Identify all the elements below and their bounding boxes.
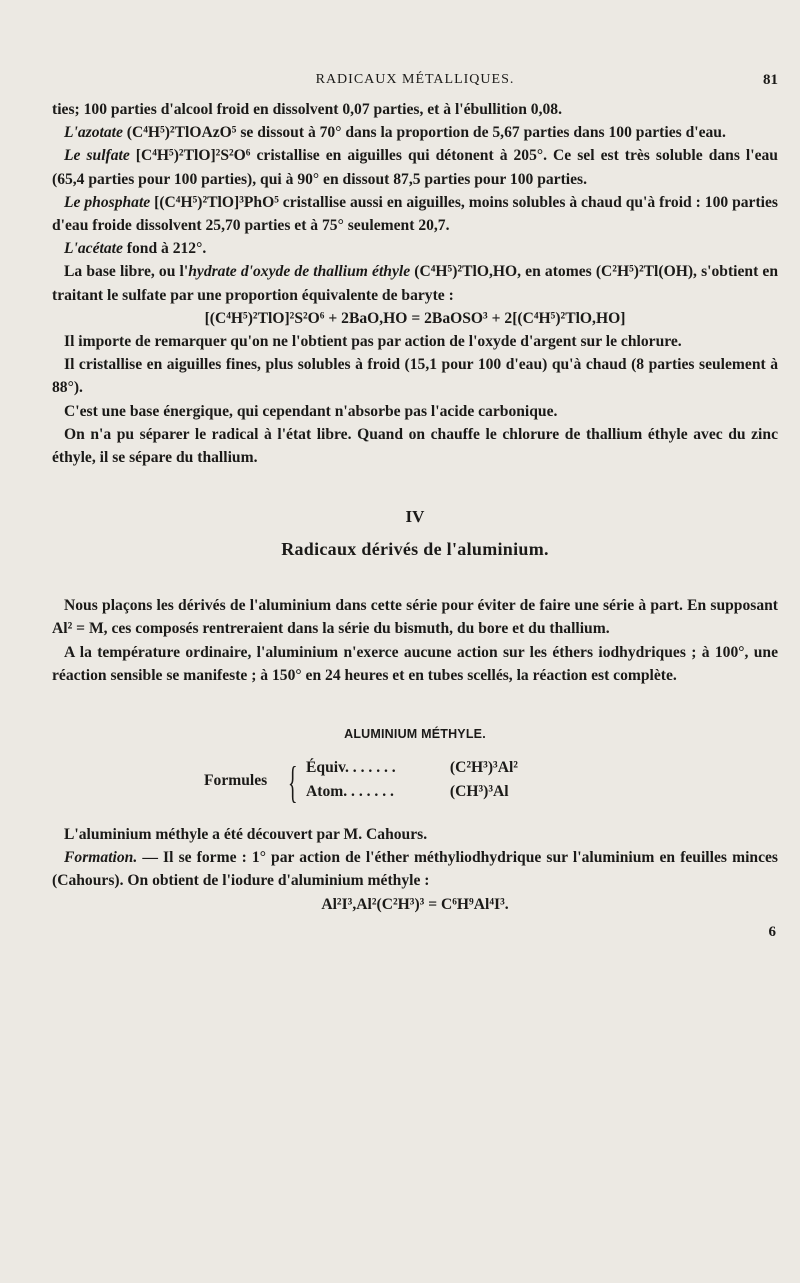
paragraph-acetate bbox=[52, 237, 778, 260]
formula-row-equiv bbox=[306, 759, 518, 777]
paragraph-base-energique: C'est une base énergique, qui cependant n'absorbe pas l'acide carbonique. bbox=[64, 402, 558, 420]
text-acetate: fond à 212°. bbox=[122, 240, 207, 258]
formula-key: Atom. . . . . . . bbox=[306, 783, 394, 801]
paragraph-phosphate bbox=[52, 191, 778, 237]
text-azotate: (C⁴H⁵)²TlOAzO⁵ se dissout à 70° dans la proportion de 5,67 parties dans 100 parties d'eau. bbox=[122, 124, 726, 142]
section-title: Radicaux dérivés de l'aluminium. bbox=[281, 539, 549, 560]
signature-mark: 6 bbox=[768, 923, 776, 940]
paragraph-sulfate bbox=[52, 144, 778, 190]
formula-key: Équiv. . . . . . . bbox=[306, 759, 396, 777]
formula-row-atom bbox=[306, 783, 509, 801]
term-phosphate: Le phosphate bbox=[64, 193, 151, 211]
text-base-a: La base libre, ou l' bbox=[64, 263, 189, 281]
paragraph-decouverte: L'aluminium méthyle a été découvert par M. Cahours. bbox=[64, 826, 428, 844]
term-formation: Formation. bbox=[64, 849, 138, 867]
paragraph-azotate bbox=[52, 121, 778, 144]
paragraph-cristallise: Il cristallise en aiguilles fines, plus solubles à froid (15,1 pour 100 d'eau) qu'à chaud (8 parties seulement à 88°). bbox=[52, 356, 778, 397]
term-hydrate: hydrate d'oxyde de thallium éthyle bbox=[188, 263, 411, 281]
equation-iodure: Al²I³,Al²(C²H³)³ = C⁶H⁹Al⁴I³. bbox=[321, 895, 509, 913]
paragraph-oxyde-argent: Il importe de remarquer qu'on ne l'obtient pas par action de l'oxyde d'argent sur le chlorure. bbox=[64, 333, 682, 351]
equation-baryte: [(C⁴H⁵)²TlO]²S²O⁶ + 2BaO,HO = 2BaOSO³ + 2[(C⁴H⁵)²TlO,HO] bbox=[204, 309, 626, 327]
text-phosphate: [(C⁴H⁵)²TlO]³PhO⁵ cristallise aussi en aiguilles, moins solubles à chaud qu'à froid : 100 parties d'eau froide dissolvent 25,70 parties et à 75° seulement 20,7. bbox=[52, 193, 778, 235]
paragraph-continuation: ties; 100 parties d'alcool froid en dissolvent 0,07 parties, et à l'ébullition 0,08. bbox=[52, 101, 562, 118]
text-sulfate: [C⁴H⁵)²TlO]²S²O⁶ cristallise en aiguilles qui détonent à 205°. Ce sel est très soluble dans l'eau (65,4 parties pour 100 parties), qui à 90° en dissout 87,5 parties pour 100 parties. bbox=[52, 147, 778, 188]
page-number: 81 bbox=[763, 72, 778, 88]
term-sulfate: Le sulfate bbox=[64, 147, 130, 165]
paragraph-temperature: A la température ordinaire, l'aluminium n'exerce aucune action sur les éthers iodhydriques ; à 100°, une réaction sensible se manifeste ; à 150° en 24 heures et en tubes scellés, la réaction est complète. bbox=[52, 643, 778, 684]
running-title: RADICAUX MÉTALLIQUES. bbox=[315, 72, 515, 87]
formula-value: (C²H³)³Al² bbox=[449, 759, 518, 777]
section-number: IV bbox=[405, 507, 425, 527]
paragraph-derives: Nous plaçons les dérivés de l'aluminium dans cette série pour éviter de faire une série à part. En supposant Al² = M, ces composés rentreraient dans la série du bismuth, du bore et du thallium. bbox=[52, 597, 778, 638]
formulas-label: Formules bbox=[204, 772, 268, 790]
term-azotate: L'azotate bbox=[64, 124, 123, 142]
formulas-block bbox=[52, 759, 778, 811]
paragraph-formation bbox=[52, 846, 778, 892]
running-header bbox=[52, 68, 778, 92]
paragraph-radical: On n'a pu séparer le radical à l'état libre. Quand on chauffe le chlorure de thallium éthyle avec du zinc éthyle, il se sépare du thallium. bbox=[52, 425, 778, 467]
compound-heading: ALUMINIUM MÉTHYLE. bbox=[344, 727, 486, 742]
brace-glyph: { bbox=[288, 758, 298, 808]
book-page bbox=[52, 68, 778, 941]
paragraph-base-libre bbox=[52, 260, 778, 306]
term-acetate: L'acétate bbox=[64, 240, 123, 258]
formula-value: (CH³)³Al bbox=[449, 783, 509, 801]
text-formation: — Il se forme : 1° par action de l'éther méthyliodhydrique sur l'aluminium en feuilles minces (Cahours). On obtient de l'iodure d'aluminium méthyle : bbox=[52, 849, 778, 890]
text-base-b: (C⁴H⁵)²TlO,HO, en atomes (C²H⁵)²Tl(OH), s'obtient en traitant le sulfate par une proportion équivalente de baryte : bbox=[52, 263, 779, 304]
